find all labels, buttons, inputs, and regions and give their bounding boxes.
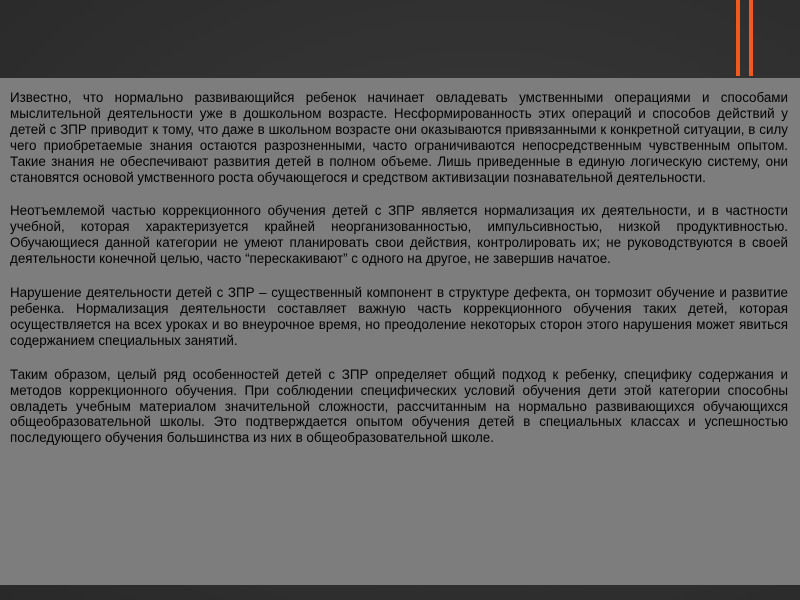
accent-bar-right: [749, 0, 753, 76]
paragraph-4: Таким образом, целый ряд особенностей детей с ЗПР определяет общий подход к ребенку, специфику содержания и методов коррекционного обучения. При соблюдении специфических условий обучения дети этой категории способны овладеть учебным материалом значительной сложности, рассчитанным на нормально развивающихся обучающихся общеобразовательной школы. Это подтверждается опытом обучения детей в специальных классах и успешностью последующего обучения большинства из них в общеобразовательной школе.: [10, 366, 788, 446]
paragraph-3: Нарушение деятельности детей с ЗПР – существенный компонент в структуре дефекта, он тормозит обучение и развитие ребенка. Нормализация деятельности составляет важную часть коррекционного обучения таких детей, которая осуществляется на всех уроках и во внеурочное время, но преодоление некоторых сторон этого нарушения может явиться содержанием специальных занятий.: [10, 285, 788, 348]
accent-bar-left: [736, 0, 740, 76]
paragraph-1: Известно, что нормально развивающийся ребенок начинает овладевать умственными операциями и способами мыслительной деятельности уже в дошкольном возрасте. Несформированность этих операций и способов действий у детей с ЗПР приводит к тому, что даже в школьном возрасте они оказываются привязанными к конкретной ситуации, в силу чего приобретаемые знания остаются разрозненными, часто ограничиваются непосредственным чувственным опытом. Такие знания не обеспечивают развития детей в полном объеме. Лишь приведенные в единую логическую систему, они становятся основой умственного роста обучающегося и средством активизации познавательной деятельности.: [10, 90, 788, 185]
body-text: [10, 90, 788, 464]
paragraph-2: Неотъемлемой частью коррекционного обучения детей с ЗПР является нормализация их деятельности, и в частности учебной, которая характеризуется крайней неорганизованностью, импульсивностью, низкой продуктивностью. Обучающиеся данной категории не умеют планировать свои действия, контролировать их; не руководствуются в своей деятельности конечной целью, часто “перескакивают” с одного на другое, не завершив начатое.: [10, 203, 788, 267]
